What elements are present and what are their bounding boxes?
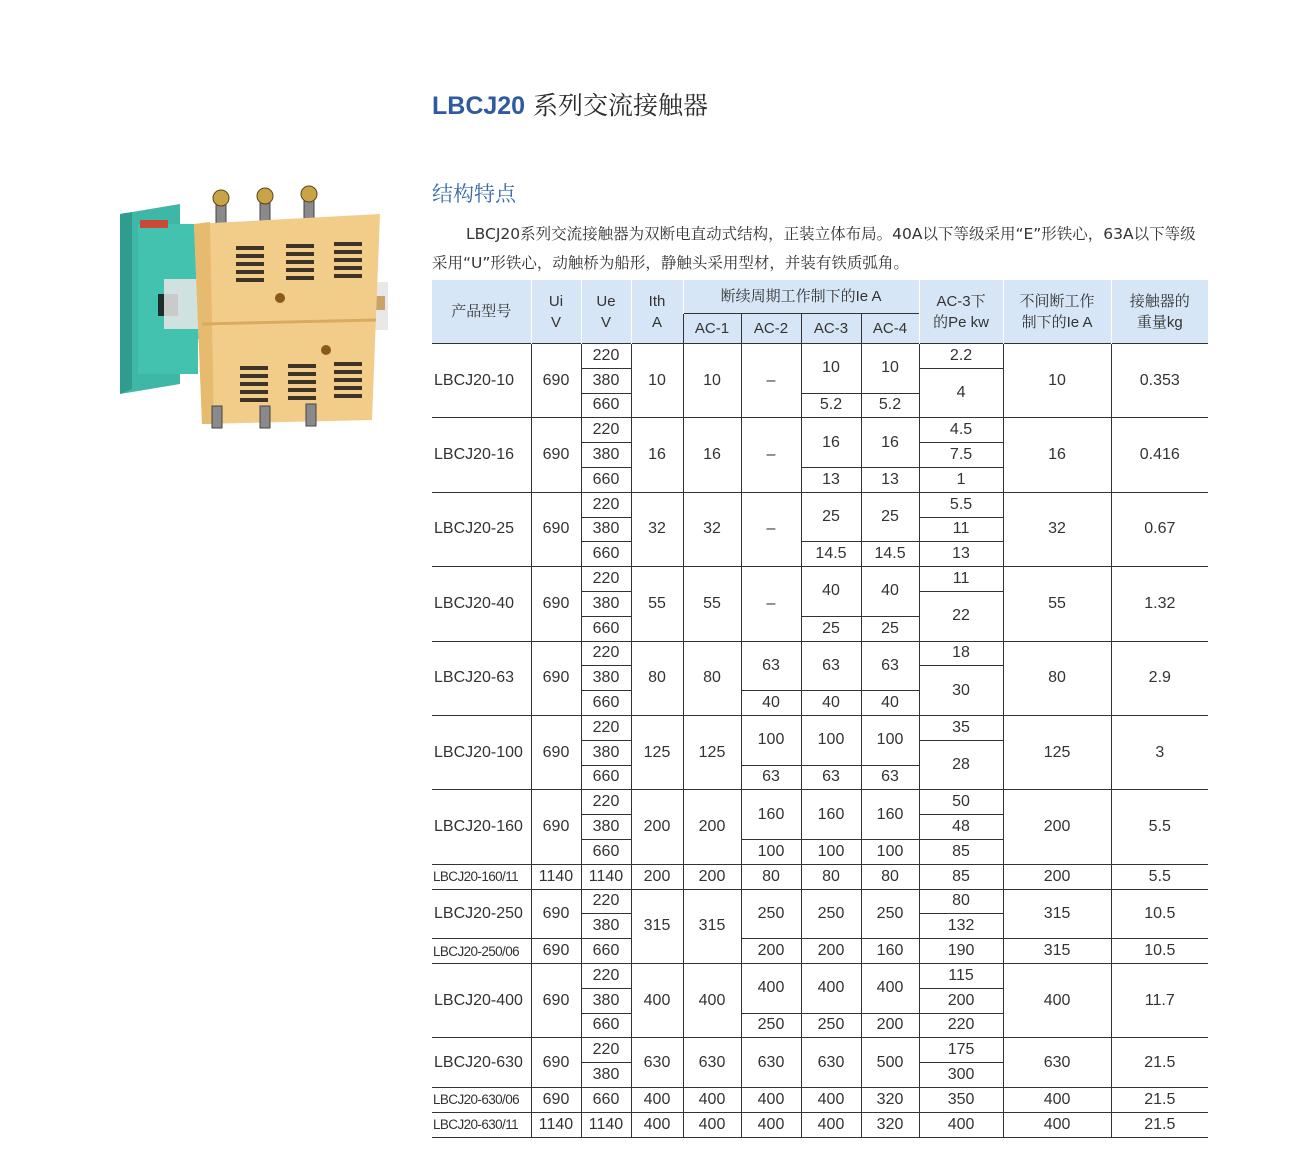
header-ui: Ui V (531, 280, 581, 344)
ac3-cell: 80 (801, 864, 861, 889)
pe-cell: 200 (919, 988, 1003, 1013)
ue-cell: 380 (581, 368, 631, 393)
pe-cell: 13 (919, 542, 1003, 567)
ac4-cell: 40 (861, 691, 919, 716)
ue-cell: 660 (581, 467, 631, 492)
ac3-cell: 160 (801, 790, 861, 840)
ui-cell: 690 (531, 715, 581, 789)
ue-cell: 660 (581, 691, 631, 716)
ue-cell: 220 (581, 790, 631, 815)
pe-cell: 115 (919, 963, 1003, 988)
ac4-cell: 14.5 (861, 542, 919, 567)
weight-cell: 2.9 (1111, 641, 1208, 715)
ue-cell: 220 (581, 715, 631, 740)
ac2-cell: – (741, 567, 801, 641)
ac1-cell: 16 (683, 418, 741, 492)
table-row (432, 1112, 1208, 1137)
pe-cell: 175 (919, 1038, 1003, 1063)
ue-cell: 220 (581, 1038, 631, 1063)
ue-cell: 220 (581, 963, 631, 988)
ac4-cell: 13 (861, 467, 919, 492)
ac4-cell: 200 (861, 1013, 919, 1038)
ac4-cell: 40 (861, 567, 919, 617)
ui-cell: 690 (531, 567, 581, 641)
ac4-cell: 320 (861, 1112, 919, 1137)
ui-cell: 690 (531, 963, 581, 1037)
pe-cell: 80 (919, 889, 1003, 914)
ac2-cell: 100 (741, 839, 801, 864)
ith-cell: 200 (631, 790, 683, 864)
ue-cell: 1140 (581, 864, 631, 889)
ac3-cell: 25 (801, 492, 861, 542)
table-row (432, 344, 1208, 369)
continuous-ie-cell: 400 (1003, 963, 1111, 1037)
pe-cell: 48 (919, 815, 1003, 840)
ui-cell: 690 (531, 889, 581, 939)
ac1-cell: 400 (683, 1087, 741, 1112)
ue-cell: 220 (581, 492, 631, 517)
header-ith: Ith A (631, 280, 683, 344)
ac4-cell: 25 (861, 492, 919, 542)
model-cell: LBCJ20-630/11 (432, 1112, 531, 1137)
weight-cell: 5.5 (1111, 864, 1208, 889)
model-cell: LBCJ20-10 (432, 344, 531, 418)
table-row (432, 1087, 1208, 1112)
ith-cell: 16 (631, 418, 683, 492)
ac4-cell: 16 (861, 418, 919, 468)
pe-cell: 28 (919, 740, 1003, 790)
ac2-cell: 40 (741, 691, 801, 716)
ac2-cell: – (741, 492, 801, 566)
ac1-cell: 200 (683, 864, 741, 889)
model-cell: LBCJ20-160 (432, 790, 531, 864)
ac1-cell: 80 (683, 641, 741, 715)
ac3-cell: 250 (801, 889, 861, 939)
ac3-cell: 14.5 (801, 542, 861, 567)
ac1-cell: 630 (683, 1038, 741, 1088)
ui-cell: 1140 (531, 864, 581, 889)
ue-cell: 660 (581, 616, 631, 641)
ith-cell: 80 (631, 641, 683, 715)
pe-cell: 2.2 (919, 344, 1003, 369)
ac2-cell: 400 (741, 1087, 801, 1112)
ue-cell: 380 (581, 988, 631, 1013)
ac3-cell: 25 (801, 616, 861, 641)
contactor-product-image (110, 184, 394, 432)
ith-cell: 55 (631, 567, 683, 641)
model-cell: LBCJ20-40 (432, 567, 531, 641)
title-model: LBCJ20 (432, 92, 526, 120)
header-ac1: AC-1 (683, 314, 741, 344)
weight-cell: 0.416 (1111, 418, 1208, 492)
page-title (432, 86, 708, 122)
weight-cell: 5.5 (1111, 790, 1208, 864)
ui-cell: 690 (531, 939, 581, 964)
ui-cell: 690 (531, 344, 581, 418)
ith-cell: 10 (631, 344, 683, 418)
ac4-cell: 10 (861, 344, 919, 394)
ue-cell: 220 (581, 641, 631, 666)
ui-cell: 690 (531, 1087, 581, 1112)
ac3-cell: 200 (801, 939, 861, 964)
ac1-cell: 400 (683, 1112, 741, 1137)
ac4-cell: 500 (861, 1038, 919, 1088)
ue-cell: 660 (581, 839, 631, 864)
ue-cell: 380 (581, 740, 631, 765)
pe-cell: 350 (919, 1087, 1003, 1112)
ac4-cell: 80 (861, 864, 919, 889)
ac4-cell: 320 (861, 1087, 919, 1112)
pe-cell: 220 (919, 1013, 1003, 1038)
pe-cell: 18 (919, 641, 1003, 666)
model-cell: LBCJ20-630 (432, 1038, 531, 1088)
ac2-cell: 100 (741, 715, 801, 765)
ue-cell: 660 (581, 1013, 631, 1038)
ac1-cell: 32 (683, 492, 741, 566)
continuous-ie-cell: 200 (1003, 864, 1111, 889)
ac2-cell: 63 (741, 765, 801, 790)
header-intermittent: 断续周期工作制下的Ie A (683, 280, 919, 314)
ac4-cell: 160 (861, 939, 919, 964)
model-cell: LBCJ20-100 (432, 715, 531, 789)
ac4-cell: 100 (861, 715, 919, 765)
ue-cell: 660 (581, 939, 631, 964)
ac3-cell: 63 (801, 641, 861, 691)
pe-cell: 300 (919, 1063, 1003, 1088)
continuous-ie-cell: 400 (1003, 1112, 1111, 1137)
ac3-cell: 630 (801, 1038, 861, 1088)
pe-cell: 11 (919, 517, 1003, 542)
ue-cell: 660 (581, 765, 631, 790)
ac3-cell: 5.2 (801, 393, 861, 418)
ue-cell: 380 (581, 443, 631, 468)
weight-cell: 21.5 (1111, 1087, 1208, 1112)
ac2-cell: 80 (741, 864, 801, 889)
ue-cell: 380 (581, 517, 631, 542)
model-cell: LBCJ20-160/11 (432, 864, 531, 889)
pe-cell: 50 (919, 790, 1003, 815)
ac4-cell: 100 (861, 839, 919, 864)
table-row (432, 418, 1208, 443)
ue-cell: 220 (581, 889, 631, 914)
ui-cell: 690 (531, 492, 581, 566)
ue-cell: 1140 (581, 1112, 631, 1137)
ue-cell: 660 (581, 1087, 631, 1112)
ac4-cell: 63 (861, 641, 919, 691)
ac4-cell: 25 (861, 616, 919, 641)
table-row (432, 939, 1208, 964)
ac2-cell: 200 (741, 939, 801, 964)
section-heading: 结构特点 (432, 182, 516, 206)
table-row (432, 889, 1208, 914)
continuous-ie-cell: 315 (1003, 889, 1111, 939)
ith-cell: 32 (631, 492, 683, 566)
ac3-cell: 100 (801, 839, 861, 864)
header-ac4: AC-4 (861, 314, 919, 344)
description-paragraph: LBCJ20系列交流接触器为双断电直动式结构，正装立体布局。40A以下等级采用“E”形铁心，63A以下等级采用“U”形铁心，动触桥为船形，静触头采用型材，并装有铁质弧角。 (432, 225, 1196, 272)
spec-table-body (432, 344, 1208, 1138)
continuous-ie-cell: 55 (1003, 567, 1111, 641)
ui-cell: 690 (531, 418, 581, 492)
weight-cell: 21.5 (1111, 1112, 1208, 1137)
model-cell: LBCJ20-250 (432, 889, 531, 939)
ac1-cell: 200 (683, 790, 741, 864)
model-cell: LBCJ20-25 (432, 492, 531, 566)
model-cell: LBCJ20-63 (432, 641, 531, 715)
ac4-cell: 160 (861, 790, 919, 840)
ith-cell: 400 (631, 963, 683, 1037)
pe-cell: 30 (919, 666, 1003, 716)
ue-cell: 380 (581, 666, 631, 691)
header-model: 产品型号 (432, 280, 531, 344)
ac2-cell: 250 (741, 889, 801, 939)
ac2-cell: 630 (741, 1038, 801, 1088)
weight-cell: 21.5 (1111, 1038, 1208, 1088)
continuous-ie-cell: 125 (1003, 715, 1111, 789)
ac3-cell: 400 (801, 1087, 861, 1112)
ith-cell: 315 (631, 889, 683, 963)
ac1-cell: 315 (683, 889, 741, 963)
weight-cell: 1.32 (1111, 567, 1208, 641)
ac1-cell: 55 (683, 567, 741, 641)
ac1-cell: 125 (683, 715, 741, 789)
ui-cell: 690 (531, 641, 581, 715)
weight-cell: 10.5 (1111, 939, 1208, 964)
pe-cell: 7.5 (919, 443, 1003, 468)
table-row (432, 641, 1208, 666)
ac3-cell: 100 (801, 715, 861, 765)
continuous-ie-cell: 200 (1003, 790, 1111, 864)
ith-cell: 400 (631, 1087, 683, 1112)
continuous-ie-cell: 315 (1003, 939, 1111, 964)
continuous-ie-cell: 10 (1003, 344, 1111, 418)
ui-cell: 1140 (531, 1112, 581, 1137)
ac3-cell: 16 (801, 418, 861, 468)
pe-cell: 400 (919, 1112, 1003, 1137)
pe-cell: 4 (919, 368, 1003, 418)
weight-cell: 11.7 (1111, 963, 1208, 1037)
weight-cell: 3 (1111, 715, 1208, 789)
model-cell: LBCJ20-630/06 (432, 1087, 531, 1112)
ue-cell: 380 (581, 914, 631, 939)
pe-cell: 22 (919, 591, 1003, 641)
title-text: 系列交流接触器 (525, 91, 709, 120)
ith-cell: 200 (631, 864, 683, 889)
table-row (432, 864, 1208, 889)
ac3-cell: 40 (801, 567, 861, 617)
continuous-ie-cell: 630 (1003, 1038, 1111, 1088)
pe-cell: 4.5 (919, 418, 1003, 443)
ac2-cell: 63 (741, 641, 801, 691)
ac1-cell: 10 (683, 344, 741, 418)
pe-cell: 35 (919, 715, 1003, 740)
ac3-cell: 400 (801, 1112, 861, 1137)
table-row (432, 492, 1208, 517)
ue-cell: 380 (581, 1063, 631, 1088)
ac2-cell: 160 (741, 790, 801, 840)
ue-cell: 660 (581, 542, 631, 567)
ac2-cell: – (741, 418, 801, 492)
ac3-cell: 10 (801, 344, 861, 394)
ui-cell: 690 (531, 1038, 581, 1088)
ac2-cell: 400 (741, 963, 801, 1013)
ac3-cell: 250 (801, 1013, 861, 1038)
weight-cell: 0.353 (1111, 344, 1208, 418)
header-pe: AC-3下 的Pe kw (919, 280, 1003, 344)
ith-cell: 125 (631, 715, 683, 789)
pe-cell: 5.5 (919, 492, 1003, 517)
ac2-cell: 400 (741, 1112, 801, 1137)
pe-cell: 132 (919, 914, 1003, 939)
continuous-ie-cell: 32 (1003, 492, 1111, 566)
ui-cell: 690 (531, 790, 581, 864)
table-row (432, 715, 1208, 740)
ith-cell: 630 (631, 1038, 683, 1088)
spec-table (432, 280, 1208, 1138)
ac1-cell: 400 (683, 963, 741, 1037)
pe-cell: 11 (919, 567, 1003, 592)
ue-cell: 220 (581, 567, 631, 592)
header-ac2: AC-2 (741, 314, 801, 344)
ac4-cell: 250 (861, 889, 919, 939)
table-row (432, 567, 1208, 592)
pe-cell: 85 (919, 864, 1003, 889)
ac3-cell: 400 (801, 963, 861, 1013)
continuous-ie-cell: 80 (1003, 641, 1111, 715)
model-cell: LBCJ20-16 (432, 418, 531, 492)
ue-cell: 220 (581, 418, 631, 443)
ue-cell: 220 (581, 344, 631, 369)
table-row (432, 790, 1208, 815)
ac4-cell: 400 (861, 963, 919, 1013)
ue-cell: 380 (581, 815, 631, 840)
continuous-ie-cell: 16 (1003, 418, 1111, 492)
weight-cell: 10.5 (1111, 889, 1208, 939)
header-ue: Ue V (581, 280, 631, 344)
ac3-cell: 40 (801, 691, 861, 716)
header-ac3: AC-3 (801, 314, 861, 344)
ac2-cell: 250 (741, 1013, 801, 1038)
model-cell: LBCJ20-250/06 (432, 939, 531, 964)
header-continuous: 不间断工作 制下的Ie A (1003, 280, 1111, 344)
pe-cell: 190 (919, 939, 1003, 964)
ac3-cell: 13 (801, 467, 861, 492)
ac3-cell: 63 (801, 765, 861, 790)
table-row (432, 963, 1208, 988)
ac4-cell: 5.2 (861, 393, 919, 418)
ith-cell: 400 (631, 1112, 683, 1137)
ac2-cell: – (741, 344, 801, 418)
table-row (432, 1038, 1208, 1063)
ue-cell: 660 (581, 393, 631, 418)
header-weight: 接触器的 重量kg (1111, 280, 1208, 344)
ac4-cell: 63 (861, 765, 919, 790)
ue-cell: 380 (581, 591, 631, 616)
continuous-ie-cell: 400 (1003, 1087, 1111, 1112)
weight-cell: 0.67 (1111, 492, 1208, 566)
model-cell: LBCJ20-400 (432, 963, 531, 1037)
pe-cell: 1 (919, 467, 1003, 492)
pe-cell: 85 (919, 839, 1003, 864)
